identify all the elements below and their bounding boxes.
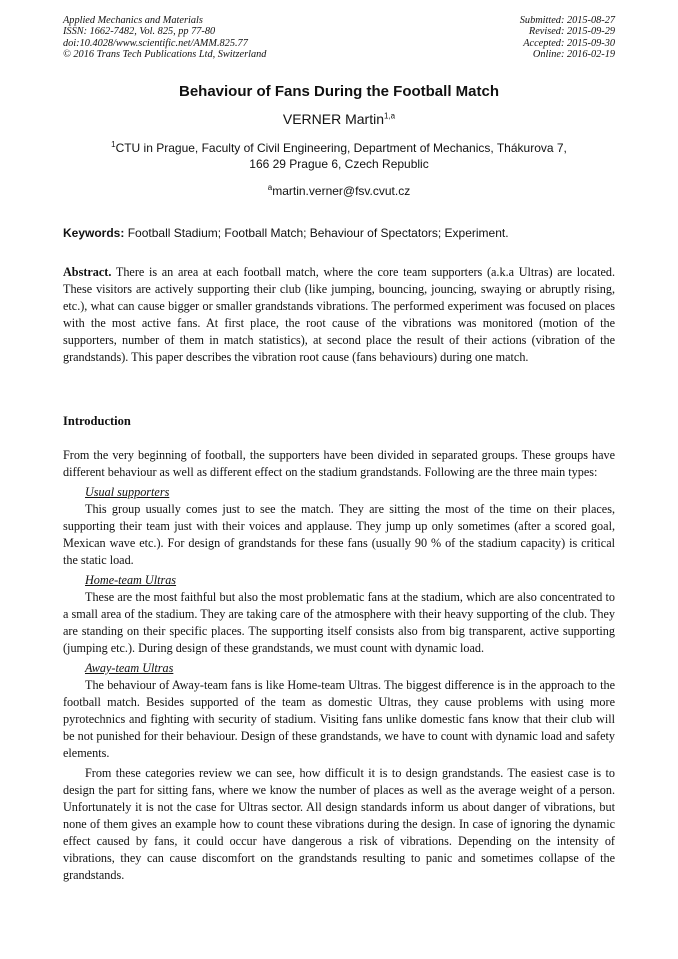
subheading-home-team-ultras: Home-team Ultras — [85, 573, 177, 587]
categories-review-paragraph: From these categories review we can see, how difficult it is to design grandstands. The easiest case is to design the part for sitting fans, where we know the number of places as well as the average weight of a person. Unfortunately it is not the case for Ultras sector. All design standards inform us about danger of vibrations, but none of them gives an example how to count these vibrations during the design. In case of ignoring the dynamic effect caused by fans, it could occur have dangerous a risk of vibrations. Depending on the intensity of vibrations, they can cause discomfort on the grandstands resulting to panic and sometimes collapse of the grandstands. — [63, 766, 615, 882]
introduction-body — [63, 447, 615, 884]
intro-paragraph: From the very beginning of football, the supporters have been divided in separated groups. These groups have different behaviour as well as different effect on the stadium grandstands. Following are the three main types: — [63, 448, 615, 479]
home-team-ultras-text: These are the most faithful but also the most problematic fans at the stadium, which are also concentrated to a small area of the stadium. They are taking care of the atmosphere with their heavy supporting of the club. They are standing on their specific places. The supporting itself consists also from big transparent, active supporting (jumping etc.). During design of these grandstands, we must count with dynamic load. — [63, 590, 615, 655]
keywords-text: Football Stadium; Football Match; Behaviour of Spectators; Experiment. — [127, 226, 509, 240]
affiliation-line-2: 166 29 Prague 6, Czech Republic — [249, 156, 429, 171]
affiliation-line-1: CTU in Prague, Faculty of Civil Engineering, Department of Mechanics, Thákurova 7, — [115, 141, 567, 155]
affiliation-sup: 1 — [111, 140, 116, 149]
abstract-text: There is an area at each football match, where the core team supporters (a.k.a Ultras) are located. These visitors are actively supporting their club (like jumping, bouncing, jouncing, swaying or abruptly rising, etc.), what can cause bigger or smaller grandstands vibrations. The performed experiment was focused on places with the most active fans. At first place, the root cause of the vibrations was monitored (motion of the supporters, number of them in match statistics), at second place the result of their actions (vibration of the grandstands). This paper describes the vibration root cause (fans behaviours) during one match. — [63, 265, 616, 364]
date-submitted: Submitted: 2015-08-27 — [519, 15, 615, 26]
abstract — [63, 264, 615, 366]
author-sup: 1,a — [384, 111, 396, 121]
email-sup: a — [267, 183, 273, 192]
author-email — [0, 183, 678, 198]
subheading-usual-supporters: Usual supporters — [85, 485, 170, 499]
author-line — [0, 111, 678, 127]
section-heading-introduction: Introduction — [63, 414, 131, 428]
email-address[interactable]: martin.verner@fsv.cvut.cz — [272, 184, 411, 198]
journal-issn: ISSN: 1662-7482, Vol. 825, pp 77-80 — [63, 26, 216, 38]
submission-dates — [520, 15, 615, 61]
author-name: VERNER Martin — [282, 111, 384, 127]
usual-supporters-text: This group usually comes just to see the match. They are sitting the most of the time on their places, supporting their team just with their voices and applause. They jump up only sometimes (after a scored goal, Mexican wave etc.). For design of grandstands for these fans (usually 90 % of the stadium capacity) is critical the static load. — [63, 502, 615, 567]
date-online: Online: 2016-02-19 — [532, 49, 615, 61]
date-revised: Revised: 2015-09-29 — [528, 26, 615, 38]
journal-info — [63, 15, 266, 61]
abstract-label: Abstract. — [63, 265, 112, 279]
subheading-away-team-ultras: Away-team Ultras — [85, 661, 174, 675]
keywords — [63, 226, 615, 240]
journal-copyright: © 2016 Trans Tech Publications Ltd, Switzerland — [63, 49, 267, 61]
journal-doi: doi:10.4028/www.scientific.net/AMM.825.77 — [63, 37, 248, 49]
paper-title: Behaviour of Fans During the Football Match — [178, 83, 499, 100]
date-accepted: Accepted: 2015-09-30 — [523, 37, 615, 49]
away-team-ultras-text: The behaviour of Away-team fans is like Home-team Ultras. The biggest difference is in the approach to the football match. Besides supported of the team as domestic Ultras, they cause problems with using more pyrotechnics and fighting with security of stadium. Visiting fans unlike domestic fans know that their club will be not punished for their behaviour. Design of these grandstands, we have to count with dynamic load and safety elements. — [63, 678, 615, 760]
keywords-label: Keywords: — [63, 226, 125, 240]
journal-name: Applied Mechanics and Materials — [63, 15, 203, 26]
affiliation — [0, 137, 678, 172]
